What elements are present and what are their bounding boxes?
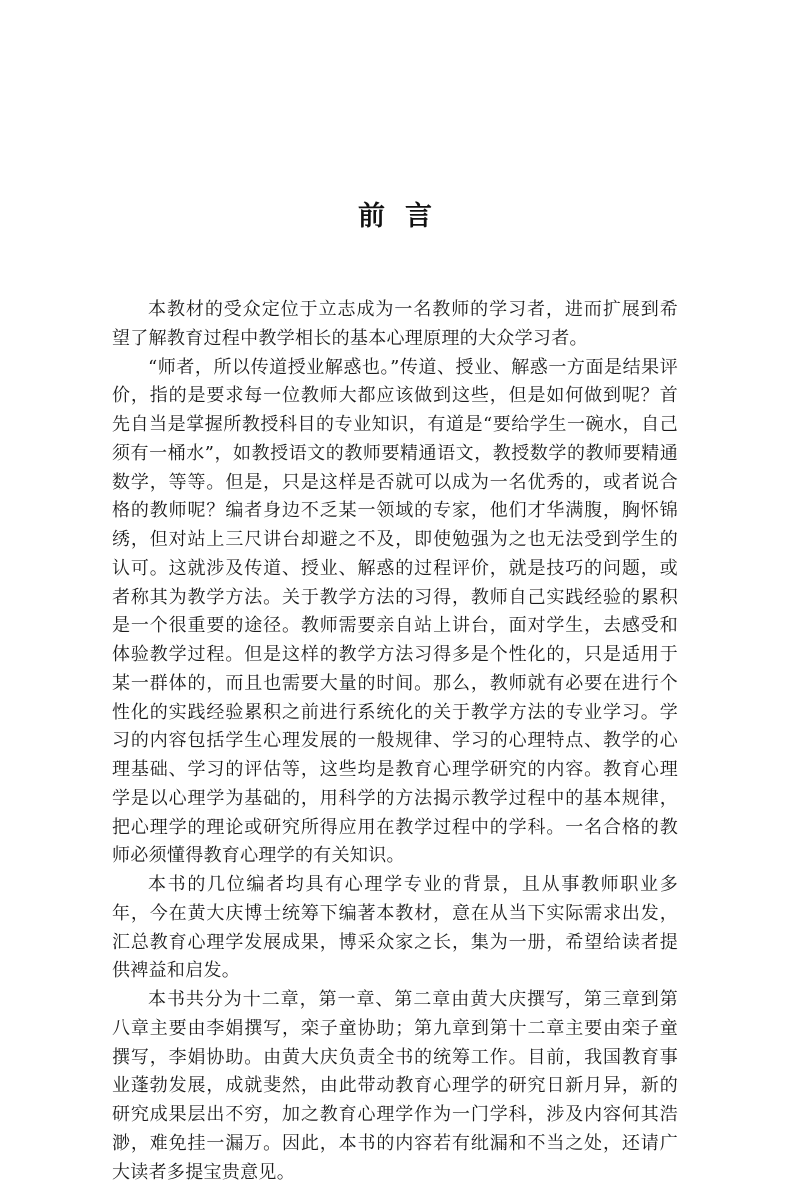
paragraph-audience: 本教材的受众定位于立志成为一名教师的学习者，进而扩展到希望了解教育过程中教学相长的基本心理原理的大众学习者。 [112, 299, 678, 349]
page-title: 前言 [358, 201, 452, 232]
paragraph-editors: 本书的几位编者均具有心理学专业的背景，且从事教师职业多年，今在黄大庆博士统筹下编著本教材，意在从当下实际需求出发，汇总教育心理学发展成果，博采众家之长，集为一册，希望给读者提供裨益和启发。 [112, 874, 678, 982]
paragraph-teaching-methods: “师者，所以传道授业解惑也。”传道、授业、解惑一方面是结果评价，指的是要求每一位教师大都应该做到这些，但是如何做到呢？首先自当是掌握所教授科目的专业知识，有道是“要给学生一碗水，自己须有一桶水”，如教授语文的教师要精通语文，教授数学的教师要精通数学，等等。但是，只是这样是否就可以成为一名优秀的，或者说合格的教师呢？编者身边不乏某一领域的专家，他们才华满腹，胸怀锦绣，但对站上三尺讲台却避之不及，即使勉强为之也无法受到学生的认可。这就涉及传道、授业、解惑的过程评价，就是技巧的问题，或者称其为教学方法。关于教学方法的习得，教师自己实践经验的累积是一个很重要的途径。教师需要亲自站上讲台，面对学生，去感受和体验教学过程。但是这样的教学方法习得多是个性化的，只是适用于某一群体的，而且也需要大量的时间。那么，教师就有必要在进行个性化的实践经验累积之前进行系统化的关于教学方法的专业学习。学习的内容包括学生心理发展的一般规律、学习的心理特点、教学的心理基础、学习的评估等，这些均是教育心理学研究的内容。教育心理学是以心理学为基础的，用科学的方法揭示教学过程中的基本规律，把心理学的理论或研究所得应用在教学过程中的学科。一名合格的教师必须懂得教育心理学的有关知识。 [112, 356, 678, 867]
preface-body [112, 296, 678, 1187]
paragraph-chapters: 本书共分为十二章，第一章、第二章由黄大庆撰写，第三章到第八章主要由李娟撰写，栾子童协助；第九章到第十二章主要由栾子童撰写，李娟协助。由黄大庆负责全书的统筹工作。目前，我国教育事业蓬勃发展，成就斐然，由此带动教育心理学的研究日新月异，新的研究成果层出不穷，加之教育心理学作为一门学科，涉及内容何其浩渺，难免挂一漏万。因此，本书的内容若有纰漏和不当之处，还请广大读者多提宝贵意见。 [112, 989, 678, 1183]
